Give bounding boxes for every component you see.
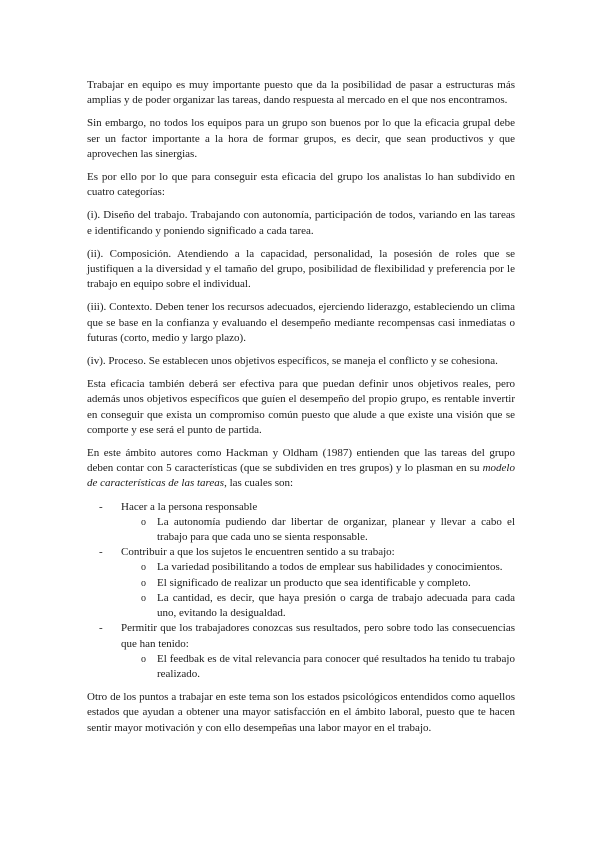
hackman-text-before: En este ámbito autores como Hackman y Oldham (1987) entienden que las tareas del grupo deben contar con 5 características (que se subdividen en tres grupos) y lo plasman en su [87, 447, 515, 475]
paragraph-objectives: Esta eficacia también deberá ser efectiva para que puedan definir unos objetivos reales, pero además unos objetivos específicos que guíen el desempeño del propio grupo, es rentable invertir en conseguir que exista un compromiso común puesto que alude a que existe una visión que se comporte y ese será el punto de partida. [87, 378, 515, 436]
list-item [87, 500, 515, 546]
paragraph-category-design: (i). Diseño del trabajo. Trabajando con autonomía, participación de todos, variando en las tareas e identificando y poniendo significado a cada tarea. [87, 209, 515, 237]
list-item-label: Contribuir a que los sujetos le encuentren sentido a su trabajo: [121, 546, 395, 559]
paragraph-category-composition: (ii). Composición. Atendiendo a la capacidad, personalidad, la posesión de roles que se justifiquen a la diversidad y el tamaño del grupo, posibilidad de flexibilidad y preferencia por le trabajo en equipo sobre el individual. [87, 247, 515, 291]
sub-list [121, 515, 515, 545]
document-page [87, 78, 515, 744]
sub-list-item: o La variedad posibilitando a todos de emplear sus habilidades y conocimientos. [121, 560, 515, 575]
list-item-label: Permitir que los trabajadores conozcas sus resultados, pero sobre todo las consecuencias que han tenido: [121, 622, 515, 650]
sub-list-item: o La autonomía pudiendo dar libertar de organizar, planear y llevar a cabo el trabajo para que cada uno se sienta responsable. [121, 515, 515, 545]
paragraph-psychological-states: Otro de los puntos a trabajar en este tema son los estados psicológicos entendidos como aquellos estados que ayudan a obtener una mayor satisfacción en el ámbito laboral, puesto que te hacen sentir mayor motivación y con ello desempeñas una labor mayor en el trabajo. [87, 691, 515, 734]
list-item-label: Hacer a la persona responsable [121, 500, 258, 513]
paragraph-categories-intro: Es por ello por lo que para conseguir esta eficacia del grupo los analistas lo han subdivido en cuatro categorías: [87, 171, 515, 199]
sub-list-item: o El significado de realizar un producto que sea identificable y completo. [121, 576, 515, 591]
list-item [87, 545, 515, 621]
sub-list [121, 652, 515, 682]
model-title-italic: modelo de características de las tareas [87, 462, 515, 490]
sub-list-item: o La cantidad, es decir, que haya presión o carga de trabajo adecuada para cada uno, evitando la desigualdad. [121, 591, 515, 621]
paragraph-category-process: (iv). Proceso. Se establecen unos objetivos específicos, se maneja el conflicto y se cohesiona. [87, 355, 498, 368]
paragraph-hackman-oldham [87, 446, 515, 492]
characteristics-list [87, 500, 515, 682]
hackman-text-after: , las cuales son: [224, 477, 294, 490]
paragraph-group-efficacy: Sin embargo, no todos los equipos para un grupo son buenos por lo que la eficacia grupal debe ser un factor importante a la hora de formar grupos, es decir, que sean productivos y que aprovechen las sinergias. [87, 117, 515, 160]
paragraph-category-context: (iii). Contexto. Deben tener los recursos adecuados, ejerciendo liderazgo, estableciendo un clima que se base en la confianza y evaluando el desempeño mediante recompensas casi inmediatas o futuras (corto, medio y largo plazo). [87, 301, 515, 344]
list-item [87, 621, 515, 682]
paragraph-teamwork-intro: Trabajar en equipo es muy importante puesto que da la posibilidad de pasar a estructuras más amplias y de poder organizar las tareas, dando respuesta al mercado en el que nos encontramos. [87, 79, 515, 107]
sub-list-item: o El feedbak es de vital relevancia para conocer qué resultados ha tenido tu trabajo realizado. [121, 652, 515, 682]
sub-list [121, 560, 515, 621]
